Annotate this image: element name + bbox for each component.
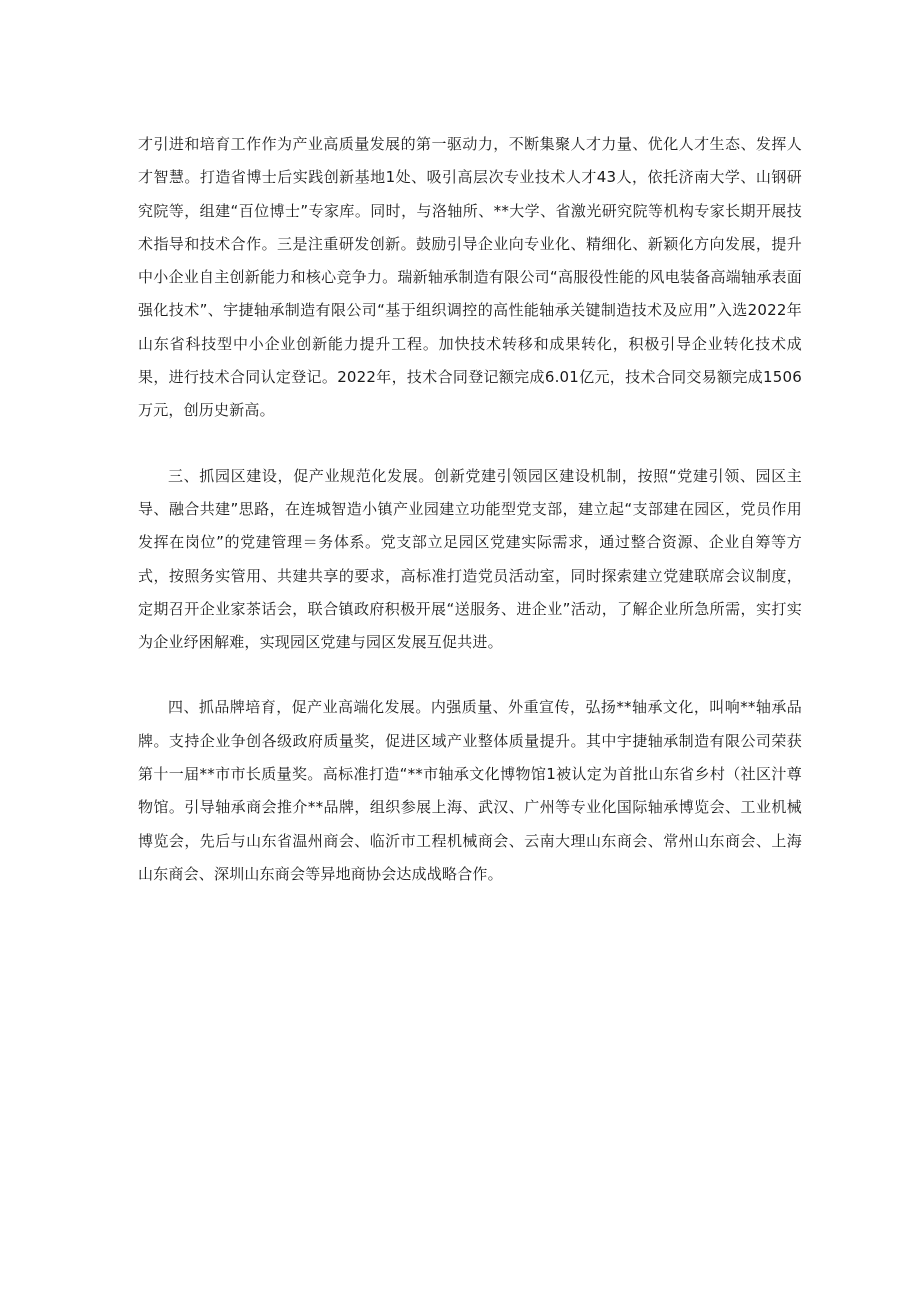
paragraph-brand-cultivation: 四、抓品牌培育，促产业高端化发展。内强质量、外重宣传，弘扬**轴承文化，叫响**轴承品牌。支持企业争创各级政府质量奖，促进区域产业整体质量提升。其中宇捷轴承制造有限公司荣获第十一届**市市长质量奖。高标准打造“**市轴承文化博物馆1被认定为首批山东省乡村（社区汁尊物馆。引导轴承商会推介**品牌，组织参展上海、武汉、广州等专业化国际轴承博览会、工业机械博览会，先后与山东省温州商会、临沂市工程机械商会、云南大理山东商会、常州山东商会、上海山东商会、深圳山东商会等异地商协会达成战略合作。	[138, 698, 802, 883]
paragraph-park-construction: 三、抓园区建设，促产业规范化发展。创新党建引领园区建设机制，按照“党建引领、园区主导、融合共建”思路，在连城智造小镇产业园建立功能型党支部，建立起“支部建在园区，党员作用发挥在岗位”的党建管理＝务体系。党支部立足园区党建实际需求，通过整合资源、企业自筹等方式，按照务实管用、共建共享的要求，高标准打造党员活动室，同时探索建立党建联席会议制度，定期召开企业家茶话会，联合镇政府积极开展“送服务、进企业”活动，了解企业所急所需，实打实为企业纾困解难，实现园区党建与园区发展互促共进。	[138, 466, 802, 652]
paragraph-talent-and-innovation: 才引进和培育工作作为产业高质量发展的第一驱动力，不断集聚人才力量、优化人才生态、发挥人才智慧。打造省博士后实践创新基地1处、吸引高层次专业技术人才43人，依托济南大学、山钢研究院等，组建“百位博士”专家库。同时，与洛轴所、**大学、省激光研究院等机构专家长期开展技术指导和技术合作。三是注重研发创新。鼓励引导企业向专业化、精细化、新颖化方向发展，提升中小企业自主创新能力和核心竞争力。瑞新轴承制造有限公司“高服役性能的风电装备高端轴承表面强化技术”、宇捷轴承制造有限公司“基于组织调控的高性能轴承关键制造技术及应用”入选2022年山东省科技型中小企业创新能力提升工程。加快技术转移和成果转化，积极引导企业转化技术成果，进行技术合同认定登记。2022年，技术合同登记额完成6.01亿元，技术合同交易额完成1506万元，创历史新高。	[138, 135, 802, 420]
document-body	[138, 128, 802, 891]
